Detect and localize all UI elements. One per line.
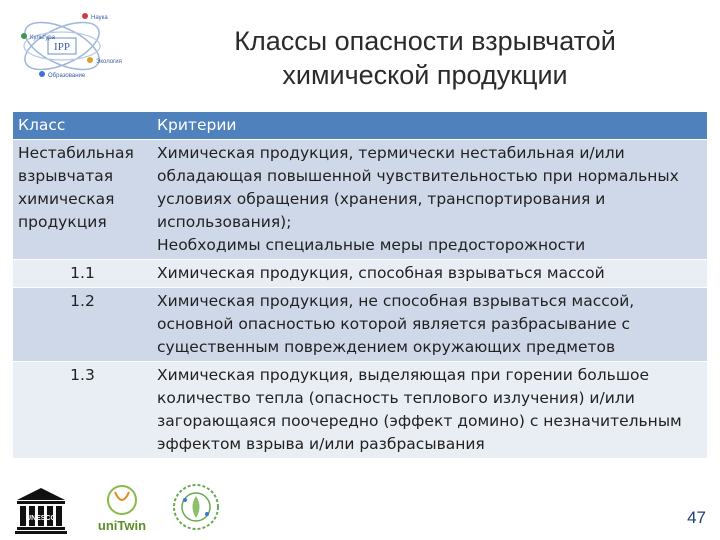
table-header-row <box>13 112 707 140</box>
class-cell <box>13 288 152 362</box>
criteria-text: основной опасностью которой является разбрасывание с <box>157 315 631 333</box>
criteria-text: обладающая повышенной чувствительностью при нормальных <box>157 167 679 185</box>
criteria-text: Необходимы специальные меры предосторожности <box>157 236 586 254</box>
slide-title-line-1: Классы опасности взрывчатой <box>234 26 616 56</box>
slide-title-line-2: химической продукции <box>282 60 568 90</box>
class-cell <box>13 140 152 260</box>
logo-word-3: Экология <box>96 59 122 65</box>
page-number: 47 <box>687 508 706 527</box>
class-cell <box>13 362 152 459</box>
criteria-cell <box>152 288 707 362</box>
class-text: взрывчатая <box>18 167 114 185</box>
unitwin-logo <box>85 482 159 536</box>
criteria-text: Химическая продукция, выделяющая при горении большое <box>157 366 650 384</box>
criteria-cell <box>152 362 707 459</box>
criteria-text: Химическая продукция, способная взрываться массой <box>157 264 605 282</box>
criteria-text: использования); <box>157 213 292 231</box>
table-row <box>13 288 707 362</box>
unesco-text: UNESCO <box>26 515 56 522</box>
slide-title <box>160 24 690 92</box>
criteria-cell <box>152 260 707 288</box>
criteria-cell <box>152 140 707 260</box>
class-text: продукция <box>18 213 107 231</box>
table-row <box>13 260 707 288</box>
class-text: Нестабильная <box>18 144 134 162</box>
logo-center-text: IPP <box>54 41 70 53</box>
header-criteria: Критерии <box>152 112 707 140</box>
table-row <box>13 140 707 260</box>
logo-word-2: Культура <box>30 35 55 41</box>
class-text: 1.2 <box>70 292 95 310</box>
class-text: 1.1 <box>70 264 95 282</box>
table-row <box>13 362 707 459</box>
unitwin-text: uniTwin <box>97 518 147 533</box>
criteria-text: загорающаяся поочередно (эффект домино) с незначительным <box>157 412 682 430</box>
eco-emblem-icon <box>171 482 221 532</box>
class-text: 1.3 <box>70 366 95 384</box>
unesco-logo <box>13 486 69 534</box>
criteria-text: существенным повреждением окружающих предметов <box>157 338 616 356</box>
hazard-class-table <box>13 112 707 459</box>
header-class: Класс <box>13 112 152 140</box>
logo-word-4: Образование <box>48 73 86 79</box>
criteria-text: эффектом взрыва и/или разбрасывания <box>157 435 485 453</box>
criteria-text: количество тепла (опасность теплового излучения) и/или <box>157 389 635 407</box>
criteria-text: Химическая продукция, не способная взрываться массой, <box>157 292 635 310</box>
ipp-logo <box>10 6 130 88</box>
logo-word-1: Наука <box>91 15 108 21</box>
class-cell <box>13 260 152 288</box>
criteria-text: Химическая продукция, термически нестабильная и/или <box>157 144 625 162</box>
class-text: химическая <box>18 190 115 208</box>
criteria-text: условиях обращения (хранения, транспортирования и <box>157 190 606 208</box>
